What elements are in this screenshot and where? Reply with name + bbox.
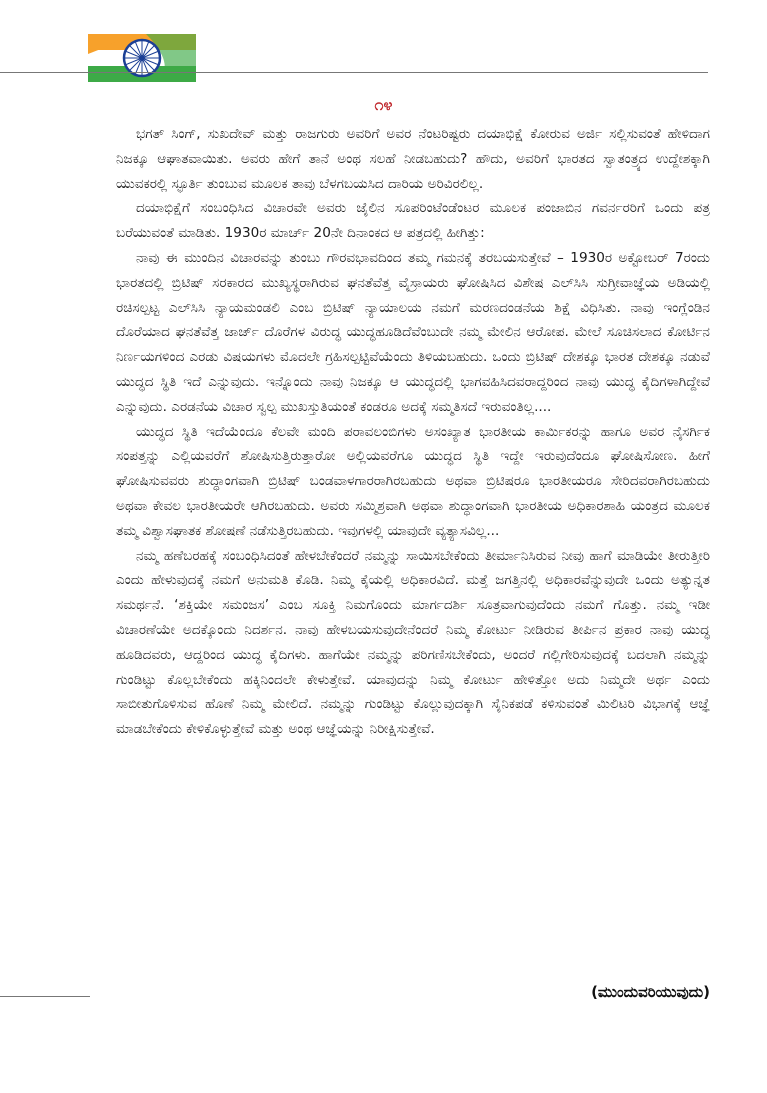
article-body: [116, 122, 710, 982]
paragraph: ಯುದ್ಧದ ಸ್ಥಿತಿ ಇದೆಯೆಂದೂ ಕೆಲವೇ ಮಂದಿ ಪರಾವಲಂಬಿಗಳು ಅಸಂಖ್ಯಾತ ಭಾರತೀಯ ಕಾರ್ಮಿಕರನ್ನು ಹಾಗೂ ಅವರ ನೈಸರ್ಗಿಕ ಸಂಪತ್ತನ್ನು ಎಲ್ಲಿಯವರೆಗೆ ಶೋಷಿಸುತ್ತಿರುತ್ತಾರೋ ಅಲ್ಲಿಯವರೆಗೂ ಯುದ್ಧದ ಸ್ಥಿತಿ ಇದ್ದೇ ಇರುವುದೆಂದೂ ಘೋಷಿಸೋಣ. ಹೀಗೆ ಘೋಷಿಸುವವರು ಶುದ್ಧಾಂಗವಾಗಿ ಬ್ರಿಟಿಷ್ ಬಂಡವಾಳಗಾರರಾಗಿರಬಹುದು ಅಥವಾ ಬ್ರಿಟಿಷರೂ ಭಾರತೀಯರೂ ಸೇರಿದವರಾಗಿರಬಹುದು ಅಥವಾ ಕೇವಲ ಭಾರತೀಯರೇ ಆಗಿರಬಹುದು. ಅವರು ಸಮ್ಮಿಶ್ರವಾಗಿ ಅಥವಾ ಶುದ್ಧಾಂಗವಾಗಿ ಭಾರತೀಯ ಅಧಿಕಾರಶಾಹಿ ಯಂತ್ರದ ಮೂಲಕ ತಮ್ಮ ವಿಶ್ವಾಸಘಾತಕ ಶೋಷಣೆ ನಡೆಸುತ್ತಿರಬಹುದು. ಇವುಗಳಲ್ಲಿ ಯಾವುದೇ ವ್ಯತ್ಯಾಸವಿಲ್ಲ...: [116, 423, 710, 539]
paragraph: ನಮ್ಮ ಹಣೆಬರಹಕ್ಕೆ ಸಂಬಂಧಿಸಿದಂತೆ ಹೇಳಬೇಕೆಂದರೆ ನಮ್ಮನ್ನು ಸಾಯಿಸಬೇಕೆಂದು ತೀರ್ಮಾನಿಸಿರುವ ನೀವು ಹಾಗೆ ಮಾಡಿಯೇ ತೀರುತ್ತೀರಿ ಎಂದು ಹೇಳುವುದಕ್ಕೆ ನಮಗೆ ಅನುಮತಿ ಕೊಡಿ. ನಿಮ್ಮ ಕೈಯಲ್ಲಿ ಅಧಿಕಾರವಿದೆ. ಮತ್ತೆ ಜಗತ್ತಿನಲ್ಲಿ ಅಧಿಕಾರವೆನ್ನುವುದೇ ಒಂದು ಅತ್ಯುನ್ನತ ಸಮರ್ಥನೆ. ‘ಶಕ್ತಿಯೇ ಸಮಂಜಸ’ ಎಂಬ ಸೂಕ್ತಿ ನಿಮಗೊಂದು ಮಾರ್ಗದರ್ಶಿ ಸೂತ್ರವಾಗುವುದೆಂದು ನಮಗೆ ಗೊತ್ತು. ನಮ್ಮ ಇಡೀ ವಿಚಾರಣೆಯೇ ಅದಕ್ಕೊಂದು ನಿದರ್ಶನ. ನಾವು ಹೇಳಬಯಸುವುದೇನೆಂದರೆ ನಿಮ್ಮ ಕೋರ್ಟು ನೀಡಿರುವ ತೀರ್ಪಿನ ಪ್ರಕಾರ ನಾವು ಯುದ್ಧ ಹೂಡಿದವರು, ಆದ್ದರಿಂದ ಯುದ್ಧ ಕೈದಿಗಳು. ಹಾಗೆಯೇ ನಮ್ಮನ್ನು ಪರಿಗಣಿಸಬೇಕೆಂದು, ಅಂದರೆ ಗಲ್ಲಿಗೇರಿಸುವುದಕ್ಕೆ ಬದಲಾಗಿ ನಮ್ಮನ್ನು ಗುಂಡಿಟ್ಟು ಕೊಲ್ಲಬೇಕೆಂದು ಹಕ್ಕಿನಿಂದಲೇ ಕೇಳುತ್ತೇವೆ. ಯಾವುದನ್ನು ನಿಮ್ಮ ಕೋರ್ಟು ಹೇಳಿತ್ತೋ ಅದು ನಿಮ್ಮದೇ ಅರ್ಥ ಎಂದು ಸಾಬೀತುಗೊಳಿಸುವ ಹೊಣೆ ನಿಮ್ಮ ಮೇಲಿದೆ. ನಮ್ಮನ್ನು ಗುಂಡಿಟ್ಟು ಕೊಲ್ಲುವುದಕ್ಕಾಗಿ ಸೈನಿಕಪಡೆ ಕಳಿಸುವಂತೆ ಮಿಲಿಟರಿ ವಿಭಾಗಕ್ಕೆ ಆಜ್ಞೆ ಮಾಡಬೇಕೆಂದು ಕೇಳಿಕೊಳ್ಳುತ್ತೇವೆ ಮತ್ತು ಅಂಥ ಆಜ್ಞೆಯನ್ನು ನಿರೀಕ್ಷಿಸುತ್ತೇವೆ.: [116, 547, 710, 738]
indian-flag-logo: [88, 34, 196, 82]
header-rule: [0, 72, 708, 73]
page-number: ೧೪: [374, 95, 393, 114]
paragraph: ನಾವು ಈ ಮುಂದಿನ ವಿಚಾರವನ್ನು ತುಂಬು ಗೌರವಭಾವದಿಂದ ತಮ್ಮ ಗಮನಕ್ಕೆ ತರಬಯಸುತ್ತೇವೆ – 1930ರ ಅಕ್ಟೋಬರ್ 7ರಂದು ಭಾರತದಲ್ಲಿ ಬ್ರಿಟಿಷ್ ಸರಕಾರದ ಮುಖ್ಯಸ್ಥರಾಗಿರುವ ಘನತೆವೆತ್ತ ವೈಸ್ರಾಯರು ಘೋಷಿಸಿದ ವಿಶೇಷ ಎಲ್‌ಸಿಸಿ ಸುಗ್ರೀವಾಜ್ಞೆಯ ಅಡಿಯಲ್ಲಿ ರಚಿಸಲ್ಪಟ್ಟ ಎಲ್‌ಸಿಸಿ ನ್ಯಾಯಮಂಡಲಿ ಎಂಬ ಬ್ರಿಟಿಷ್ ನ್ಯಾಯಾಲಯ ನಮಗೆ ಮರಣದಂಡನೆಯ ಶಿಕ್ಷೆ ವಿಧಿಸಿತು. ನಾವು ಇಂಗ್ಲೆಂಡಿನ ದೊರೆಯಾದ ಘನತೆವೆತ್ತ ಜಾರ್ಜ್ ದೊರೆಗಳ ವಿರುದ್ಧ ಯುದ್ಧಹೂಡಿದೆವೆಂಬುದೇ ನಮ್ಮ ಮೇಲಿನ ಆರೋಪ. ಮೇಲೆ ಸೂಚಿಸಲಾದ ಕೋರ್ಟಿನ ನಿರ್ಣಯಗಳಿಂದ ಎರಡು ವಿಷಯಗಳು ಮೊದಲೇ ಗ್ರಹಿಸಲ್ಪಟ್ಟಿವೆಯೆಂದು ತಿಳಿಯಬಹುದು. ಒಂದು ಬ್ರಿಟಿಷ್ ದೇಶಕ್ಕೂ ಭಾರತ ದೇಶಕ್ಕೂ ನಡುವೆ ಯುದ್ಧದ ಸ್ಥಿತಿ ಇದೆ ಎನ್ನುವುದು. ಇನ್ನೊಂದು ನಾವು ನಿಜಕ್ಕೂ ಆ ಯುದ್ಧದಲ್ಲಿ ಭಾಗವಹಿಸಿದವರಾದ್ದರಿಂದ ನಾವು ಯುದ್ಧ ಕೈದಿಗಳಾಗಿದ್ದೇವೆ ಎನ್ನುವುದು. ಎರಡನೆಯ ವಿಚಾರ ಸ್ವಲ್ಪ ಮುಖಸ್ತುತಿಯಂತೆ ಕಂಡರೂ ಅದಕ್ಕೆ ಸಮ್ಮತಿಸದೆ ಇರುವಂತಿಲ್ಲ....: [116, 249, 710, 415]
paragraph: ಭಗತ್ ಸಿಂಗ್, ಸುಖದೇವ್ ಮತ್ತು ರಾಜಗುರು ಅವರಿಗೆ ಅವರ ನೆಂಟರಿಷ್ಟರು ದಯಾಭಿಕ್ಷೆ ಕೋರುವ ಅರ್ಜಿ ಸಲ್ಲಿಸುವಂತೆ ಹೇಳಿದಾಗ ನಿಜಕ್ಕೂ ಆಘಾತವಾಯಿತು. ಅವರು ಹೇಗೆ ತಾನೆ ಅಂಥ ಸಲಹೆ ನೀಡಬಹುದು? ಹೌದು, ಅವರಿಗೆ ಭಾರತದ ಸ್ವಾತಂತ್ರ್ಯದ ಉದ್ದೇಶಕ್ಕಾಗಿ ಯುವಕರಲ್ಲಿ ಸ್ಫೂರ್ತಿ ತುಂಬುವ ಮೂಲಕ ತಾವು ಬೆಳಗಬಯಸಿದ ದಾರಿಯ ಅರಿವಿರಲಿಲ್ಲ.: [116, 126, 710, 192]
continued-note: (ಮುಂದುವರಿಯುವುದು): [591, 983, 710, 1001]
paragraph: ದಯಾಭಿಕ್ಷೆಗೆ ಸಂಬಂಧಿಸಿದ ವಿಚಾರವೇ ಅವರು ಜೈಲಿನ ಸೂಪರಿಂಟೆಂಡೆಂಟರ ಮೂಲಕ ಪಂಜಾಬಿನ ಗವರ್ನರರಿಗೆ ಒಂದು ಪತ್ರ ಬರೆಯುವಂತೆ ಮಾಡಿತು. 1930ರ ಮಾರ್ಚ್ 20ನೇ ದಿನಾಂಕದ ಆ ಪತ್ರದಲ್ಲಿ ಹೀಗಿತ್ತು:: [116, 200, 710, 242]
footer-rule: [0, 996, 90, 997]
ashoka-chakra-icon: [88, 34, 196, 82]
